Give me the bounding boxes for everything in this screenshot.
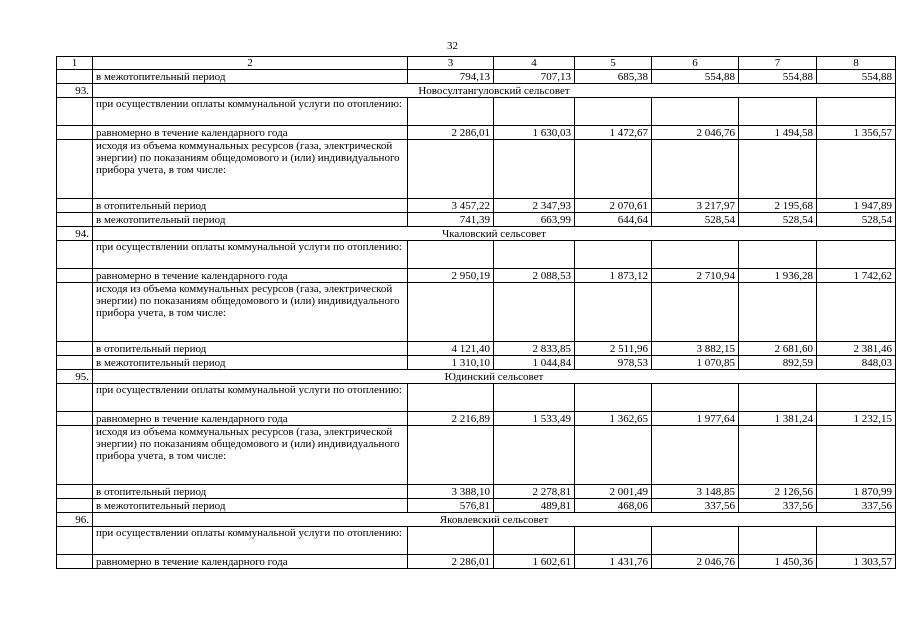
row-label: равномерно в течение календарного года (93, 269, 408, 283)
row-label: в отопительный период (93, 342, 408, 356)
value-cell (408, 283, 494, 342)
row-label: в отопительный период (93, 485, 408, 499)
value-cell (652, 426, 739, 485)
value-cell: 1 494,58 (739, 126, 817, 140)
value-cell (575, 140, 652, 199)
table-row (57, 499, 896, 513)
value-cell (739, 426, 817, 485)
value-cell (817, 241, 896, 269)
section-index: 93. (57, 84, 93, 98)
value-cell: 1 303,57 (817, 555, 896, 569)
value-cell: 1 602,61 (494, 555, 575, 569)
value-cell: 3 148,85 (652, 485, 739, 499)
value-cell: 2 347,93 (494, 199, 575, 213)
value-cell (575, 426, 652, 485)
value-cell (817, 527, 896, 555)
section-title: Юдинский сельсовет (93, 370, 896, 384)
value-cell (408, 140, 494, 199)
value-cell: 554,88 (739, 70, 817, 84)
value-cell (817, 384, 896, 412)
value-cell: 741,39 (408, 213, 494, 227)
index-cell (57, 98, 93, 126)
value-cell (494, 527, 575, 555)
value-cell: 2 950,19 (408, 269, 494, 283)
value-cell: 794,13 (408, 70, 494, 84)
column-header: 8 (817, 57, 896, 70)
table-row (57, 356, 896, 370)
column-header: 7 (739, 57, 817, 70)
value-cell: 576,81 (408, 499, 494, 513)
value-cell (652, 140, 739, 199)
section-header-row (57, 84, 896, 98)
value-cell: 2 195,68 (739, 199, 817, 213)
value-cell (739, 527, 817, 555)
table-row (57, 426, 896, 485)
value-cell: 528,54 (652, 213, 739, 227)
value-cell: 848,03 (817, 356, 896, 370)
table-row (57, 241, 896, 269)
value-cell (739, 140, 817, 199)
value-cell: 2 046,76 (652, 555, 739, 569)
value-cell: 2 278,81 (494, 485, 575, 499)
section-header-row (57, 370, 896, 384)
index-cell (57, 555, 93, 569)
value-cell (575, 384, 652, 412)
row-label: равномерно в течение календарного года (93, 126, 408, 140)
value-cell: 1 381,24 (739, 412, 817, 426)
index-cell (57, 70, 93, 84)
section-title: Новосултангуловский сельсовет (93, 84, 896, 98)
row-label: при осуществлении оплаты коммунальной услуги по отоплению: (93, 527, 408, 555)
value-cell (817, 283, 896, 342)
row-label: исходя из объема коммунальных ресурсов (газа, электрической энергии) по показаниям общедомового и (или) индивидуального прибора учета, в том числе: (93, 283, 408, 342)
value-cell: 1 044,84 (494, 356, 575, 370)
table-row (57, 269, 896, 283)
value-cell (494, 283, 575, 342)
index-cell (57, 485, 93, 499)
value-cell: 1 431,76 (575, 555, 652, 569)
value-cell: 1 533,49 (494, 412, 575, 426)
value-cell: 1 936,28 (739, 269, 817, 283)
value-cell (739, 384, 817, 412)
row-label: при осуществлении оплаты коммунальной услуги по отоплению: (93, 241, 408, 269)
value-cell: 1 870,99 (817, 485, 896, 499)
row-label: исходя из объема коммунальных ресурсов (газа, электрической энергии) по показаниям общедомового и (или) индивидуального прибора учета, в том числе: (93, 140, 408, 199)
table-row (57, 555, 896, 569)
row-label: в межотопительный период (93, 70, 408, 84)
value-cell: 3 457,22 (408, 199, 494, 213)
value-cell (494, 384, 575, 412)
value-cell (652, 241, 739, 269)
index-cell (57, 527, 93, 555)
value-cell: 337,56 (652, 499, 739, 513)
value-cell: 2 216,89 (408, 412, 494, 426)
value-cell: 1 232,15 (817, 412, 896, 426)
value-cell (817, 140, 896, 199)
value-cell: 1 630,03 (494, 126, 575, 140)
column-header: 4 (494, 57, 575, 70)
value-cell (817, 426, 896, 485)
index-cell (57, 499, 93, 513)
index-cell (57, 356, 93, 370)
value-cell (739, 283, 817, 342)
index-cell (57, 199, 93, 213)
column-header: 5 (575, 57, 652, 70)
value-cell: 2 681,60 (739, 342, 817, 356)
column-header: 2 (93, 57, 408, 70)
table-row (57, 98, 896, 126)
value-cell: 685,38 (575, 70, 652, 84)
table-row (57, 485, 896, 499)
value-cell: 2 286,01 (408, 126, 494, 140)
value-cell (494, 426, 575, 485)
value-cell: 1 310,10 (408, 356, 494, 370)
value-cell (494, 241, 575, 269)
value-cell (575, 527, 652, 555)
column-number-row (57, 57, 896, 70)
table-row (57, 213, 896, 227)
value-cell: 2 046,76 (652, 126, 739, 140)
value-cell: 554,88 (652, 70, 739, 84)
row-label: в межотопительный период (93, 499, 408, 513)
value-cell: 707,13 (494, 70, 575, 84)
value-cell: 1 977,64 (652, 412, 739, 426)
value-cell (408, 384, 494, 412)
column-header: 6 (652, 57, 739, 70)
value-cell (575, 283, 652, 342)
table-row (57, 342, 896, 356)
value-cell (575, 98, 652, 126)
section-index: 94. (57, 227, 93, 241)
section-title: Чкаловский сельсовет (93, 227, 896, 241)
value-cell: 1 742,62 (817, 269, 896, 283)
index-cell (57, 241, 93, 269)
value-cell: 644,64 (575, 213, 652, 227)
index-cell (57, 426, 93, 485)
value-cell: 2 286,01 (408, 555, 494, 569)
value-cell: 528,54 (817, 213, 896, 227)
table-row (57, 126, 896, 140)
value-cell: 528,54 (739, 213, 817, 227)
table-row (57, 384, 896, 412)
value-cell (739, 98, 817, 126)
value-cell: 3 388,10 (408, 485, 494, 499)
value-cell (575, 241, 652, 269)
value-cell (408, 527, 494, 555)
value-cell: 2 070,61 (575, 199, 652, 213)
row-label: в межотопительный период (93, 356, 408, 370)
table-row (57, 70, 896, 84)
value-cell: 892,59 (739, 356, 817, 370)
value-cell: 4 121,40 (408, 342, 494, 356)
table-row (57, 283, 896, 342)
index-cell (57, 213, 93, 227)
value-cell: 2 001,49 (575, 485, 652, 499)
row-label: при осуществлении оплаты коммунальной услуги по отоплению: (93, 98, 408, 126)
value-cell: 1 356,57 (817, 126, 896, 140)
value-cell: 2 126,56 (739, 485, 817, 499)
value-cell (494, 140, 575, 199)
value-cell (652, 283, 739, 342)
section-header-row (57, 227, 896, 241)
value-cell (652, 384, 739, 412)
section-index: 96. (57, 513, 93, 527)
value-cell (739, 241, 817, 269)
value-cell: 489,81 (494, 499, 575, 513)
value-cell: 663,99 (494, 213, 575, 227)
row-label: исходя из объема коммунальных ресурсов (газа, электрической энергии) по показаниям общедомового и (или) индивидуального прибора учета, в том числе: (93, 426, 408, 485)
value-cell: 1 947,89 (817, 199, 896, 213)
value-cell: 978,53 (575, 356, 652, 370)
value-cell: 2 710,94 (652, 269, 739, 283)
value-cell (652, 527, 739, 555)
index-cell (57, 126, 93, 140)
value-cell (652, 98, 739, 126)
value-cell: 554,88 (817, 70, 896, 84)
table-row (57, 412, 896, 426)
row-label: равномерно в течение календарного года (93, 555, 408, 569)
value-cell: 337,56 (739, 499, 817, 513)
value-cell: 3 217,97 (652, 199, 739, 213)
section-title: Яковлевский сельсовет (93, 513, 896, 527)
value-cell: 1 873,12 (575, 269, 652, 283)
page-number: 32 (447, 40, 458, 52)
row-label: при осуществлении оплаты коммунальной услуги по отоплению: (93, 384, 408, 412)
tariff-table (56, 56, 896, 569)
index-cell (57, 269, 93, 283)
index-cell (57, 283, 93, 342)
value-cell: 3 882,15 (652, 342, 739, 356)
value-cell: 2 088,53 (494, 269, 575, 283)
value-cell: 337,56 (817, 499, 896, 513)
table-row (57, 527, 896, 555)
section-header-row (57, 513, 896, 527)
value-cell: 2 511,96 (575, 342, 652, 356)
index-cell (57, 412, 93, 426)
value-cell: 1 070,85 (652, 356, 739, 370)
value-cell (408, 241, 494, 269)
row-label: в отопительный период (93, 199, 408, 213)
value-cell: 1 362,65 (575, 412, 652, 426)
value-cell: 468,06 (575, 499, 652, 513)
value-cell: 2 833,85 (494, 342, 575, 356)
value-cell (408, 98, 494, 126)
index-cell (57, 140, 93, 199)
row-label: в межотопительный период (93, 213, 408, 227)
row-label: равномерно в течение календарного года (93, 412, 408, 426)
value-cell: 1 450,36 (739, 555, 817, 569)
column-header: 3 (408, 57, 494, 70)
value-cell (817, 98, 896, 126)
column-header: 1 (57, 57, 93, 70)
index-cell (57, 342, 93, 356)
value-cell (408, 426, 494, 485)
section-index: 95. (57, 370, 93, 384)
index-cell (57, 384, 93, 412)
value-cell: 1 472,67 (575, 126, 652, 140)
value-cell (494, 98, 575, 126)
table-row (57, 140, 896, 199)
value-cell: 2 381,46 (817, 342, 896, 356)
table-row (57, 199, 896, 213)
